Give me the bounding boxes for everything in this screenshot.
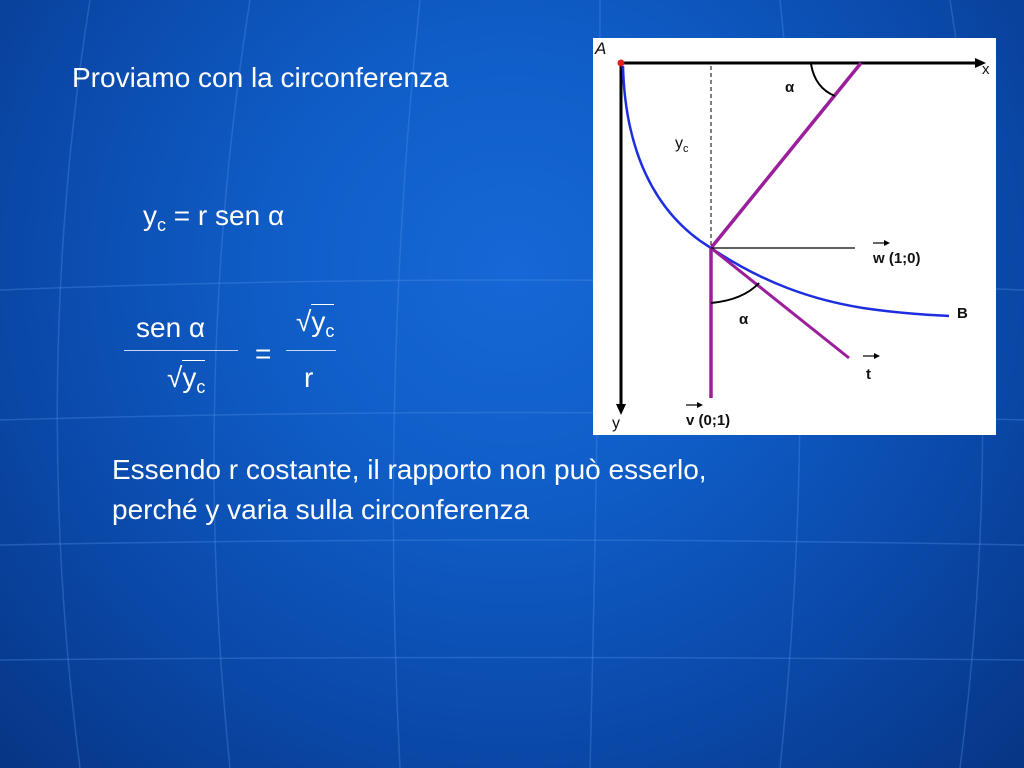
label-y: y xyxy=(612,415,620,432)
point-A xyxy=(618,60,625,67)
label-w: w (1;0) xyxy=(873,250,921,267)
eq1-sub: c xyxy=(157,215,166,235)
frac-left-line xyxy=(124,350,238,351)
den-sub: c xyxy=(196,377,206,397)
root-symbol: √ xyxy=(296,306,312,337)
root-content xyxy=(182,360,206,397)
alpha-arc-bottom xyxy=(711,283,759,303)
num-sub: c xyxy=(325,321,335,341)
frac-right-line xyxy=(286,350,336,351)
label-t: t xyxy=(866,366,871,383)
eq1-var: y xyxy=(143,200,157,231)
frac-right-denominator: r xyxy=(304,362,314,393)
frac-right-numerator xyxy=(296,306,334,342)
label-B: B xyxy=(957,305,968,322)
label-alpha-top: α xyxy=(785,79,795,96)
num-var: y xyxy=(311,306,326,337)
eq1-rest: = r sen α xyxy=(166,200,285,231)
v-vector-arrow xyxy=(697,402,703,408)
tangent-line xyxy=(711,248,849,358)
body-paragraph: Essendo r costante, il rapporto non può esserlo, perché y varia sulla circonferenza xyxy=(112,454,707,525)
label-A: A xyxy=(595,39,607,58)
slide-title: Proviamo con la circonferenza xyxy=(72,62,449,93)
label-yc: $y_c$ xyxy=(675,135,689,155)
equation-yc xyxy=(143,200,284,236)
frac-left-denominator xyxy=(167,362,205,398)
frac-left-numerator: sen α xyxy=(136,312,206,343)
root-content xyxy=(311,304,335,341)
label-alpha-bottom: α xyxy=(739,311,749,328)
root-symbol: √ xyxy=(167,362,183,393)
circle-diagram xyxy=(593,38,996,435)
equals-sign: = xyxy=(255,338,272,369)
brachistochrone-curve xyxy=(623,66,949,316)
y-axis-arrow xyxy=(616,404,626,415)
den-var: y xyxy=(182,362,197,393)
diagram-svg xyxy=(593,38,996,435)
label-x: x xyxy=(982,61,990,78)
t-vector-arrow xyxy=(874,353,880,359)
alpha-arc-top xyxy=(811,64,835,96)
w-vector-arrow xyxy=(884,240,890,246)
label-v: v (0;1) xyxy=(686,412,731,429)
